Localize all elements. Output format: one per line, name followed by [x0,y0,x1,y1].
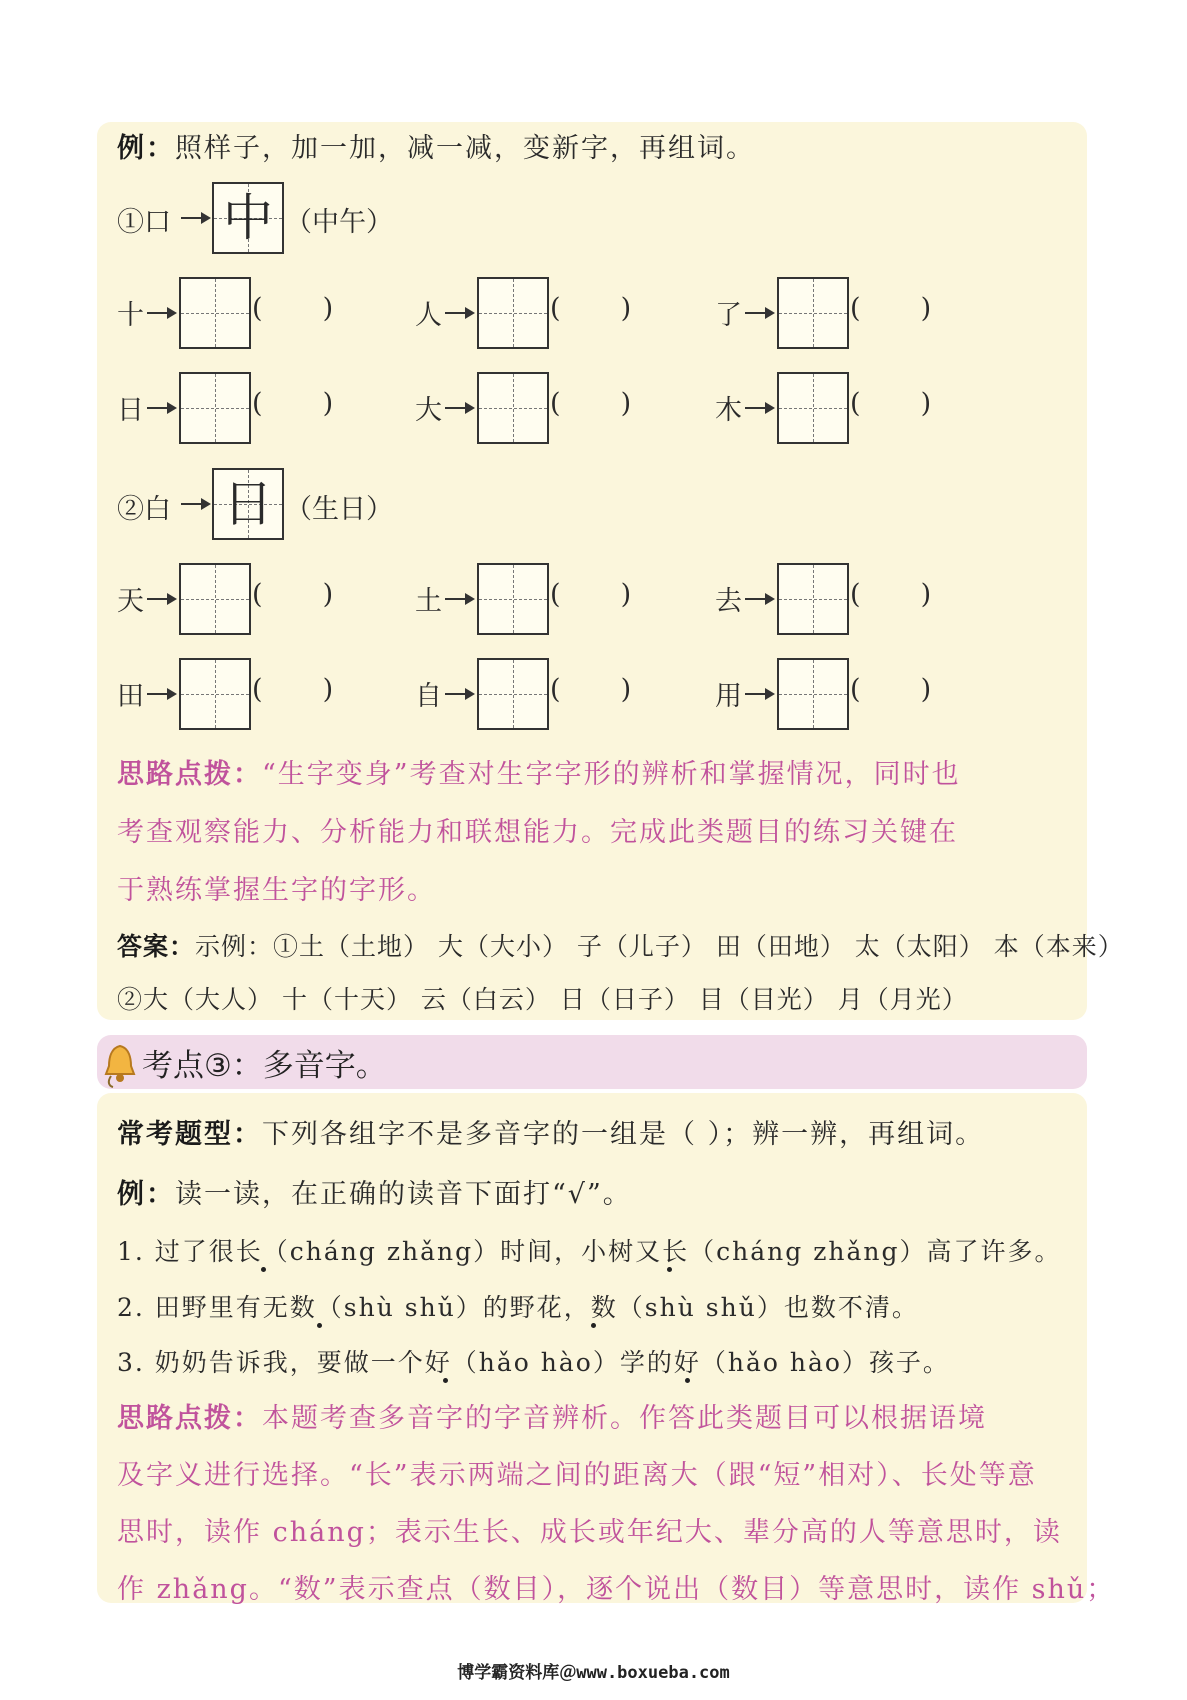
arrow [745,598,773,600]
question-type-text: 下列各组字不是多音字的一组是（ ）；辨一辨，再组词。 [262,1119,985,1150]
hint-2-line-1 [117,1396,987,1435]
emphasis-dot [317,1323,322,1328]
answer-line-1 [117,927,1124,963]
example-answer-char: 中 [223,189,273,247]
answer-line-2: ②大（大人） 十（十天） 云（白云） 日（日子） 目（目光） 月（月光） [117,985,968,1014]
answer-box[interactable] [179,372,251,444]
arrow [181,217,209,219]
question-type-line [117,1112,984,1151]
word-blank[interactable]: ( ) [252,674,334,705]
source-char: 人 [415,300,442,331]
emphasis-dot [667,1267,672,1272]
source-char: 去 [715,586,742,617]
answer-box[interactable] [777,563,849,635]
answer-label: 答案： [117,932,196,961]
emphasis-dot [685,1378,690,1383]
emphasis-dot [443,1378,448,1383]
answer-box[interactable] [477,563,549,635]
question-2: 2. 田野里有无数（shù shǔ）的野花，数（shù shǔ）也数不清。 [117,1293,919,1322]
example-label: 例： [117,133,175,164]
hint-label: 思路点拨： [117,759,262,790]
part2-marker: ②白 [117,494,171,525]
arrow [745,312,773,314]
answer-box[interactable] [777,658,849,730]
arrow [147,407,175,409]
word-blank[interactable]: ( ) [850,388,932,419]
hint-1-line-1 [117,752,961,791]
example-answer-word-2: （生日） [285,494,393,525]
arrow [745,693,773,695]
arrow [445,407,473,409]
emphasis-dot [261,1267,266,1272]
word-blank[interactable]: ( ) [850,579,932,610]
example-label-2: 例： [117,1179,175,1210]
word-blank[interactable]: ( ) [252,579,334,610]
example-answer-char-2: 日 [223,475,273,533]
hint-label-2: 思路点拨： [117,1403,262,1434]
topic-title: 考点③：多音字。 [142,1048,387,1084]
source-char: 了 [715,300,742,331]
word-blank[interactable]: ( ) [550,293,632,324]
example-answer-word: （中午） [285,207,393,238]
word-blank[interactable]: ( ) [550,674,632,705]
hint-2-line-3: 思时，读作 cháng；表示生长、成长或年纪大、辈分高的人等意思时，读 [117,1517,1062,1548]
arrow [147,312,175,314]
example-instruction-2: 读一读，在正确的读音下面打“√”。 [175,1179,632,1210]
arrow [445,693,473,695]
source-char: 十 [117,300,144,331]
word-blank[interactable]: ( ) [850,293,932,324]
answer-box[interactable] [179,658,251,730]
word-blank[interactable]: ( ) [550,579,632,610]
hint-text-2: 本题考查多音字的字音辨析。作答此类题目可以根据语境 [262,1403,987,1434]
arrow [445,312,473,314]
footer-watermark: 博学霸资料库＠www.boxueba.com [457,1663,730,1683]
answer-box[interactable] [477,658,549,730]
arrow [745,407,773,409]
answer-box[interactable] [477,372,549,444]
answer-box[interactable] [777,372,849,444]
arrow [147,598,175,600]
emphasis-dot [591,1323,596,1328]
answer-box[interactable] [179,277,251,349]
answer-box[interactable] [179,563,251,635]
example-line-2 [117,1172,632,1211]
question-3: 3. 奶奶告诉我，要做一个好（hǎo hào）学的好（hǎo hào）孩子。 [117,1348,950,1377]
source-char: 土 [415,586,442,617]
example-answer-box-2 [212,468,284,540]
source-char: 木 [715,395,742,426]
word-blank[interactable]: ( ) [550,388,632,419]
hint-text: “生字变身”考查对生字字形的辨析和掌握情况，同时也 [262,759,961,790]
source-char: 日 [117,395,144,426]
answer-box[interactable] [477,277,549,349]
example-line-1 [117,126,755,165]
word-blank[interactable]: ( ) [850,674,932,705]
word-blank[interactable]: ( ) [252,293,334,324]
arrow [147,693,175,695]
answer-box[interactable] [777,277,849,349]
arrow [445,598,473,600]
source-char: 天 [117,586,144,617]
source-char: 大 [415,395,442,426]
example-answer-box [212,182,284,254]
hint-2-line-4: 作 zhǎng。“数”表示查点（数目），逐个说出（数目）等意思时，读作 shǔ； [117,1574,1116,1605]
part1-marker: ①口 [117,207,171,238]
hint-1-line-2: 考查观察能力、分析能力和联想能力。完成此类题目的练习关键在 [117,817,958,848]
arrow [181,503,209,505]
hint-1-line-3: 于熟练掌握生字的字形。 [117,875,436,906]
hint-2-line-2: 及字义进行选择。“长”表示两端之间的距离大（跟“短”相对）、长处等意 [117,1460,1037,1491]
source-char: 用 [715,681,742,712]
word-blank[interactable]: ( ) [252,388,334,419]
source-char: 自 [415,681,442,712]
question-1: 1. 过了很长（cháng zhǎng）时间，小树又长（cháng zhǎng）高了许多。 [117,1237,1062,1266]
question-type-label: 常考题型： [117,1119,262,1150]
answer-text: 示例：①土（土地） 大（大小） 子（儿子） 田（田地） 太（太阳） 本（本来） [195,932,1124,961]
source-char: 田 [117,681,144,712]
bell-icon [103,1042,137,1088]
example-instruction: 照样子，加一加，减一减，变新字，再组词。 [175,133,755,164]
